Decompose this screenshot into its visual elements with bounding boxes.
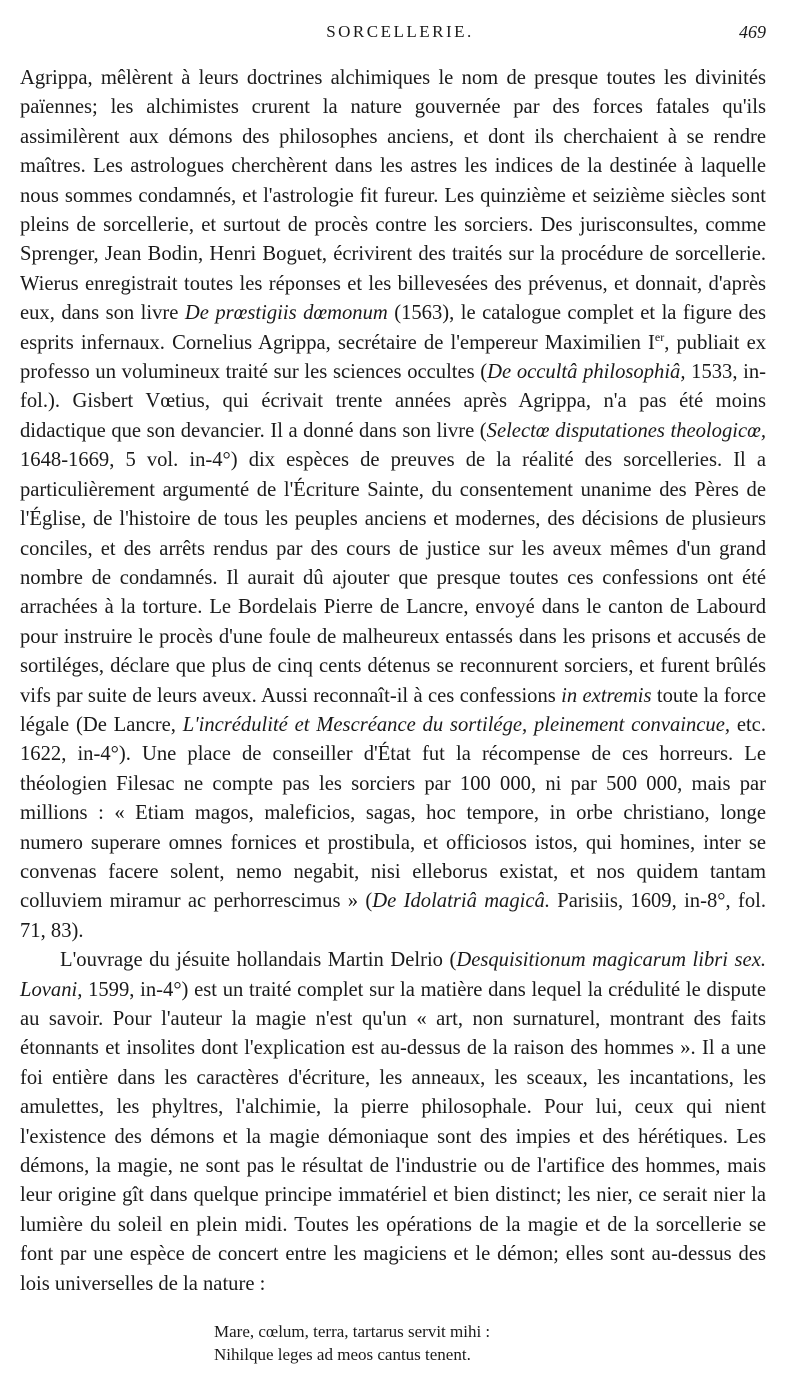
book-title-incredulite: L'incrédulité et Mescréance du sortilége, pleinement convaincue,: [182, 713, 731, 736]
text-run: etc. 1622, in-4°). Une place de conseiller d'État fut la récompense de ces horreurs. Le théologien Filesac ne compte pas les sorciers par 100 000, ni par 500 000, mais par millions : « Etiam magos, maleficios, sagas, hoc tempore, in orbe christiano, longe numero superare omnes fornices et prostibula, et officiosos istos, qui homines, inter se convenas facere solent, nemo negabit, nisi elleborus existat, et nos quidem tantam colluviem miramur ac perhorrescimus » (: [20, 713, 766, 913]
book-title-occulta: De occultâ philosophiâ,: [487, 361, 686, 384]
text-run: (1563), le catalogue complet et la figure des esprits infernaux. Cornelius Agrippa, secrétaire de l'empereur Maximilien I: [20, 302, 766, 354]
text-run: 1648-1669, 5 vol. in-4°) dix espèces de preuves de la réalité des sorcelleries. Il a particulièrement argumenté de l'Écriture Sainte, du consentement unanime des Pères de l'Église, de l'histoire de tous les peuples anciens et modernes, des décisions de plusieurs conciles, et des arrêts rendus par des cours de justice sur les aveux mêmes d'un grand nombre de condamnés. Il aurait dû ajouter que presque toutes ces confessions ont été arrachées à la torture. Le Bordelais Pierre de Lancre, envoyé dans le canton de Labourd pour instruire le procès d'une foule de malheureux entassés dans les prisons et accusés de sortiléges, déclare que plus de cinq cents détenus se reconnurent sorciers, et furent brûlés vifs par suite de leurs aveux. Aussi reconnaît-il à ces confessions: [20, 449, 766, 707]
text-run: 1533, in-fol.). Gisbert Vœtius, qui écrivait trente années après Agrippa, n'a pas été moins didactique que son devancier. Il a donné dans son livre (: [20, 361, 766, 442]
paragraph-2: [20, 946, 766, 1299]
page-header: [34, 22, 766, 48]
paragraph-1: [20, 64, 766, 946]
text-run: , publiait ex professo un volumineux traité sur les sciences occultes (: [20, 331, 767, 384]
running-title: SORCELLERIE.: [326, 22, 474, 41]
book-title-praestigiis: De prœstigiis dœmonum: [184, 302, 388, 325]
verse-quotation: [214, 1320, 490, 1366]
text-run: L'ouvrage du jésuite hollandais Martin Delrio (: [60, 949, 457, 972]
superscript-er: er: [654, 329, 665, 344]
text-run: 1599, in-4°) est un traité complet sur la matière dans lequel la crédulité le dispute au savoir. Pour l'auteur la magie n'est qu'un « art, non surnaturel, montrant des faits étonnants et insolites dont l'explication est au-dessus de la raison des hommes ». Il a une foi entière dans les caractères d'écriture, les anneaux, les sceaux, les incantations, les amulettes, les phyltres, l'alchimie, la pierre philosophale. Pour lui, ceux qui nient l'existence des démons et la magie démoniaque sont des impies et des hérétiques. Les démons, la magie, ne sont pas le résultat de l'industrie ou de l'artifice des hommes, mais leur origine gît dans quelque principe immatériel et bien distinct; les nier, ce serait nier la lumière du soleil en plein midi. Toutes les opérations de la magie et de la sorcellerie se font par une espèce de concert entre les magiciens et le démon; elles sont au-dessus des lois universelles de la nature :: [20, 978, 766, 1295]
text-run: Agrippa, mêlèrent à leurs doctrines alchimiques le nom de presque toutes les divinités païennes; les alchimistes crurent la nature gouvernée par des forces fatales qu'ils assimilèrent aux démons des philosophes anciens, et dont ils cherchaient à se rendre maîtres. Les astrologues cherchèrent dans les astres les indices de la destinée à laquelle nous sommes condamnés, et l'astrologie fit fureur. Les quinzième et seizième siècles sont pleins de sorcellerie, et surtout de procès contre les sorciers. Des jurisconsultes, comme Sprenger, Jean Bodin, Henri Boguet, écrivirent des traités sur la procédure de sorcellerie. Wierus enregistrait toutes les réponses et les billevesées des prévenus, et donnait, d'après eux, dans son livre: [20, 67, 766, 325]
page-number: 469: [739, 22, 766, 42]
verse-line-2: Nihilque leges ad meos cantus tenent.: [214, 1345, 471, 1364]
phrase-in-extremis: in extremis: [561, 684, 652, 707]
text-run: toute la force légale (De Lancre,: [20, 684, 766, 736]
book-title-desquisitionum: Desquisitionum magicarum libri sex. Lovani,: [20, 949, 766, 1001]
book-title-idolatria: De Idolatriâ magicâ.: [372, 890, 550, 913]
verse-line-1: Mare, cœlum, terra, tartarus servit mihi :: [214, 1322, 491, 1341]
main-text: [20, 64, 766, 1299]
book-title-selectae: Selectœ disputationes theologicœ,: [486, 419, 766, 442]
text-run: Parisiis, 1609, in-8°, fol. 71, 83).: [20, 890, 766, 942]
